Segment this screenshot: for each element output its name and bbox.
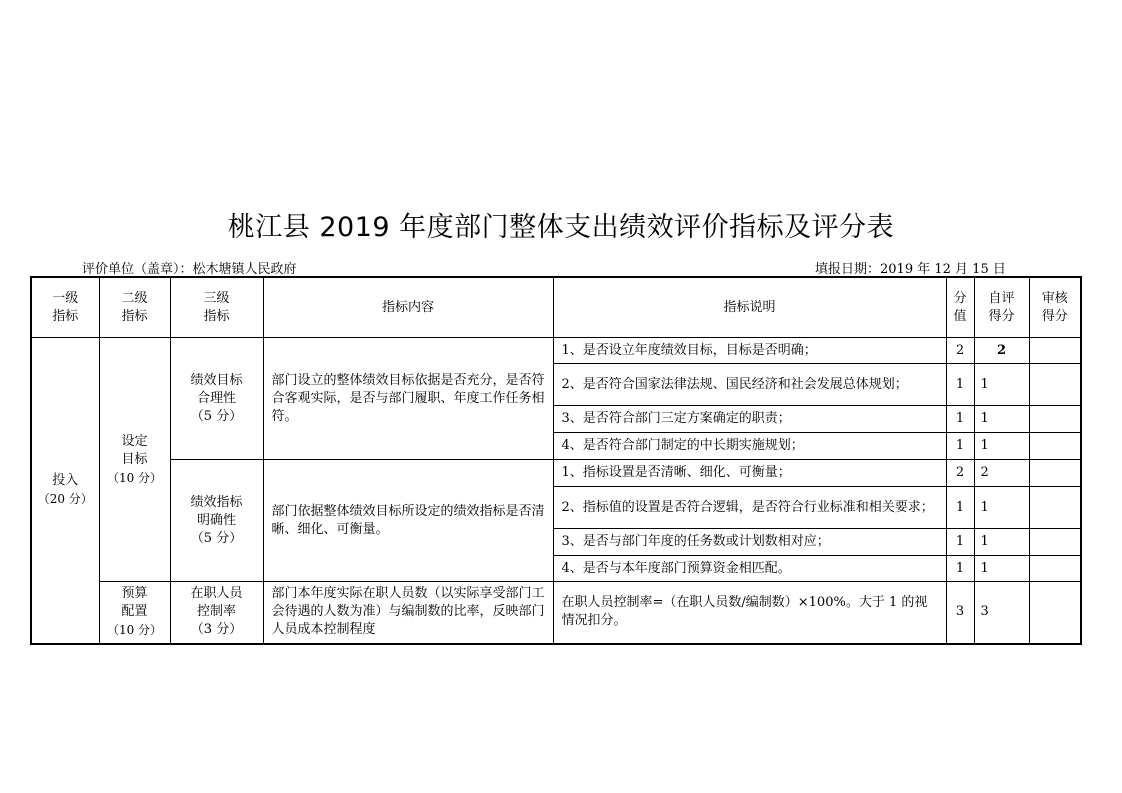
document-title: 桃江县 2019 年度部门整体支出绩效评价指标及评分表	[227, 212, 895, 243]
audit-score-cell	[1029, 433, 1081, 460]
explain-cell: 4、是否与本年度部门预算资金相匹配。	[553, 556, 946, 582]
level3-cell: 在职人员 控制率 （3 分）	[170, 582, 263, 644]
score-cell: 2	[946, 338, 974, 364]
self-score-cell: 2	[974, 460, 1029, 487]
self-score-cell: 2	[974, 338, 1029, 364]
date-label: 填报日期：	[815, 262, 881, 277]
explain-cell: 3、是否与部门年度的任务数或计划数相对应；	[553, 529, 946, 556]
self-score-cell: 1	[974, 364, 1029, 406]
header-audit-score: 审核 得分	[1029, 277, 1081, 338]
score-cell: 1	[946, 529, 974, 556]
score-cell: 1	[946, 433, 974, 460]
self-score-cell: 1	[974, 556, 1029, 582]
level3-cell: 绩效目标 合理性 （5 分）	[170, 338, 263, 460]
score-cell: 1	[946, 487, 974, 529]
audit-score-cell	[1029, 487, 1081, 529]
level3-cell: 绩效指标 明确性 （5 分）	[170, 460, 263, 582]
score-cell: 1	[946, 556, 974, 582]
score-cell: 3	[946, 582, 974, 644]
score-cell: 1	[946, 406, 974, 433]
explain-cell: 1、是否设立年度绩效目标，目标是否明确；	[553, 338, 946, 364]
header-level1: 一级 指标	[31, 277, 99, 338]
explain-cell: 2、是否符合国家法律法规、国民经济和社会发展总体规划；	[553, 364, 946, 406]
unit-label: 评价单位（盖章）：	[82, 262, 193, 277]
header-self-score: 自评 得分	[974, 277, 1029, 338]
audit-score-cell	[1029, 529, 1081, 556]
table-row	[31, 460, 1081, 487]
audit-score-cell	[1029, 460, 1081, 487]
header-row	[31, 277, 1081, 338]
date-value: 2019 年 12 月 15 日	[880, 262, 1006, 277]
score-cell: 1	[946, 364, 974, 406]
explain-cell: 3、是否符合部门三定方案确定的职责；	[553, 406, 946, 433]
self-score-cell: 1	[974, 433, 1029, 460]
header-explain: 指标说明	[553, 277, 946, 338]
self-score-cell: 1	[974, 487, 1029, 529]
content-cell: 部门依据整体绩效目标所设定的绩效指标是否清晰、细化、可衡量。	[263, 460, 553, 582]
audit-score-cell	[1029, 406, 1081, 433]
level1-cell: 投入 （20 分）	[31, 338, 99, 644]
header-content: 指标内容	[263, 277, 553, 338]
self-score-cell: 1	[974, 406, 1029, 433]
header-level2: 二级 指标	[99, 277, 170, 338]
score-table	[30, 276, 1082, 645]
table-row	[31, 338, 1081, 364]
audit-score-cell	[1029, 338, 1081, 364]
unit-value: 松木塘镇人民政府	[192, 262, 297, 277]
table-row	[31, 582, 1081, 644]
evaluation-unit	[82, 258, 297, 277]
explain-cell: 在职人员控制率=（在职人员数/编制数）×100%。大于 1 的视情况扣分。	[553, 582, 946, 644]
audit-score-cell	[1029, 582, 1081, 644]
explain-cell: 2、指标值的设置是否符合逻辑，是否符合行业标准和相关要求；	[553, 487, 946, 529]
explain-cell: 1、指标设置是否清晰、细化、可衡量；	[553, 460, 946, 487]
level2-cell: 设定 目标 （10 分）	[99, 338, 170, 582]
self-score-cell: 3	[974, 582, 1029, 644]
audit-score-cell	[1029, 556, 1081, 582]
explain-cell: 4、是否符合部门制定的中长期实施规划；	[553, 433, 946, 460]
content-cell: 部门设立的整体绩效目标依据是否充分，是否符合客观实际，是否与部门履职、年度工作任务相符。	[263, 338, 553, 460]
header-level3: 三级 指标	[170, 277, 263, 338]
header-score: 分 值	[946, 277, 974, 338]
self-score-cell: 1	[974, 529, 1029, 556]
level2-cell: 预算 配置 （10 分）	[99, 582, 170, 644]
score-cell: 2	[946, 460, 974, 487]
content-cell: 部门本年度实际在职人员数（以实际享受部门工会待遇的人数为准）与编制数的比率，反映部门人员成本控制程度	[263, 582, 553, 644]
audit-score-cell	[1029, 364, 1081, 406]
fill-date	[815, 258, 1006, 277]
